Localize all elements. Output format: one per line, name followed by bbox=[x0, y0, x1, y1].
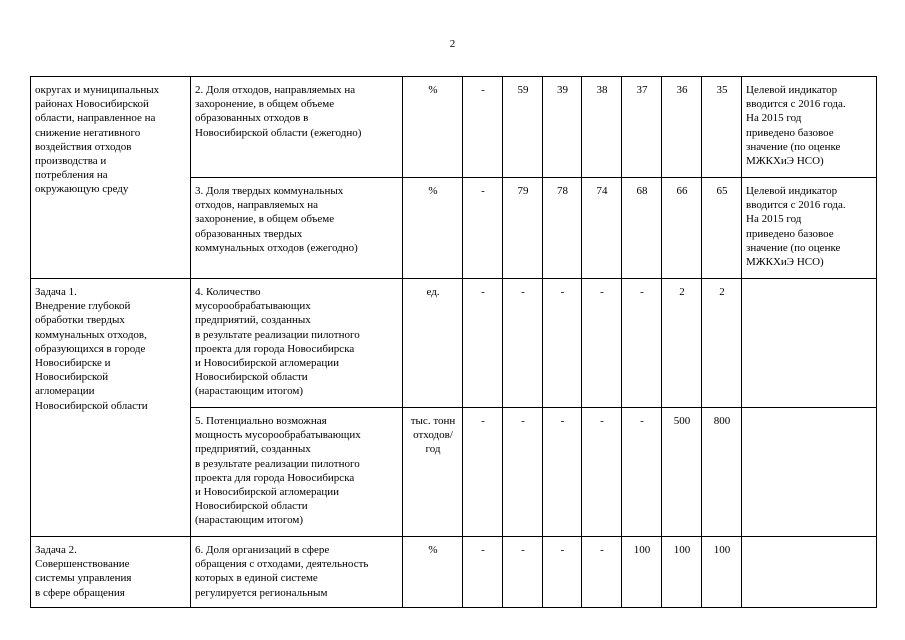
note-cell bbox=[742, 408, 877, 537]
value-cell: 66 bbox=[662, 178, 702, 279]
value-cell: 59 bbox=[503, 77, 543, 178]
value-cell: - bbox=[463, 178, 503, 279]
value-cell: 35 bbox=[702, 77, 742, 178]
page-number: 2 bbox=[449, 38, 456, 50]
value-cell: 74 bbox=[582, 178, 622, 279]
table-row bbox=[31, 279, 877, 408]
unit-cell: % bbox=[403, 178, 463, 279]
indicator-cell: 4. Количество мусорообрабатывающих предприятий, созданных в результате реализации пилотного проекта для города Новосибирска и Новосибирской агломерации Новосибирской области (нарастающим итогом) bbox=[191, 279, 403, 408]
note-cell bbox=[742, 537, 877, 608]
value-cell: - bbox=[543, 537, 582, 608]
indicator-cell: 5. Потенциально возможная мощность мусорообрабатывающих предприятий, созданных в результате реализации пилотного проекта для города Новосибирска и Новосибирской агломерации Новосибирской области (нарастающим итогом) bbox=[191, 408, 403, 537]
indicator-cell: 3. Доля твердых коммунальных отходов, направляемых на захоронение, в общем объеме образованных твердых коммунальных отходов (ежегодно) bbox=[191, 178, 403, 279]
indicator-cell: 2. Доля отходов, направляемых на захоронение, в общем объеме образованных отходов в Новосибирской области (ежегодно) bbox=[191, 77, 403, 178]
value-cell: - bbox=[463, 537, 503, 608]
value-cell: - bbox=[543, 279, 582, 408]
value-cell: 38 bbox=[582, 77, 622, 178]
value-cell: 68 bbox=[622, 178, 662, 279]
value-cell: - bbox=[622, 408, 662, 537]
value-cell: 36 bbox=[662, 77, 702, 178]
note-cell bbox=[742, 279, 877, 408]
value-cell: 39 bbox=[543, 77, 582, 178]
unit-cell: % bbox=[403, 537, 463, 608]
value-cell: 2 bbox=[702, 279, 742, 408]
value-cell: 800 bbox=[702, 408, 742, 537]
value-cell: - bbox=[543, 408, 582, 537]
value-cell: - bbox=[463, 408, 503, 537]
value-cell: 65 bbox=[702, 178, 742, 279]
indicator-cell: 6. Доля организаций в сфере обращения с отходами, деятельность которых в единой системе регулируется региональным bbox=[191, 537, 403, 608]
value-cell: - bbox=[622, 279, 662, 408]
note-cell: Целевой индикатор вводится с 2016 года. На 2015 год приведено базовое значение (по оценке МЖКХиЭ НСО) bbox=[742, 77, 877, 178]
unit-cell: ед. bbox=[403, 279, 463, 408]
value-cell: - bbox=[503, 279, 543, 408]
value-cell: 79 bbox=[503, 178, 543, 279]
value-cell: 500 bbox=[662, 408, 702, 537]
value-cell: - bbox=[582, 408, 622, 537]
value-cell: - bbox=[463, 279, 503, 408]
value-cell: 100 bbox=[662, 537, 702, 608]
indicators-table bbox=[30, 76, 877, 608]
task-cell: округах и муниципальных районах Новосибирской области, направленное на снижение негативного воздействия отходов производства и потребления на окружающую среду bbox=[31, 77, 191, 279]
table-row bbox=[31, 77, 877, 178]
value-cell: 2 bbox=[662, 279, 702, 408]
value-cell: 100 bbox=[702, 537, 742, 608]
note-cell: Целевой индикатор вводится с 2016 года. На 2015 год приведено базовое значение (по оценке МЖКХиЭ НСО) bbox=[742, 178, 877, 279]
value-cell: - bbox=[582, 537, 622, 608]
value-cell: - bbox=[582, 279, 622, 408]
table-body bbox=[31, 77, 877, 608]
value-cell: - bbox=[503, 408, 543, 537]
value-cell: 37 bbox=[622, 77, 662, 178]
value-cell: 78 bbox=[543, 178, 582, 279]
task-cell: Задача 1. Внедрение глубокой обработки твердых коммунальных отходов, образующихся в городе Новосибирске и Новосибирской агломерации Новосибирской области bbox=[31, 279, 191, 537]
table-row bbox=[31, 537, 877, 608]
unit-cell: тыс. тонн отходов/ год bbox=[403, 408, 463, 537]
value-cell: - bbox=[503, 537, 543, 608]
unit-cell: % bbox=[403, 77, 463, 178]
value-cell: - bbox=[463, 77, 503, 178]
value-cell: 100 bbox=[622, 537, 662, 608]
task-cell: Задача 2. Совершенствование системы управления в сфере обращения bbox=[31, 537, 191, 608]
